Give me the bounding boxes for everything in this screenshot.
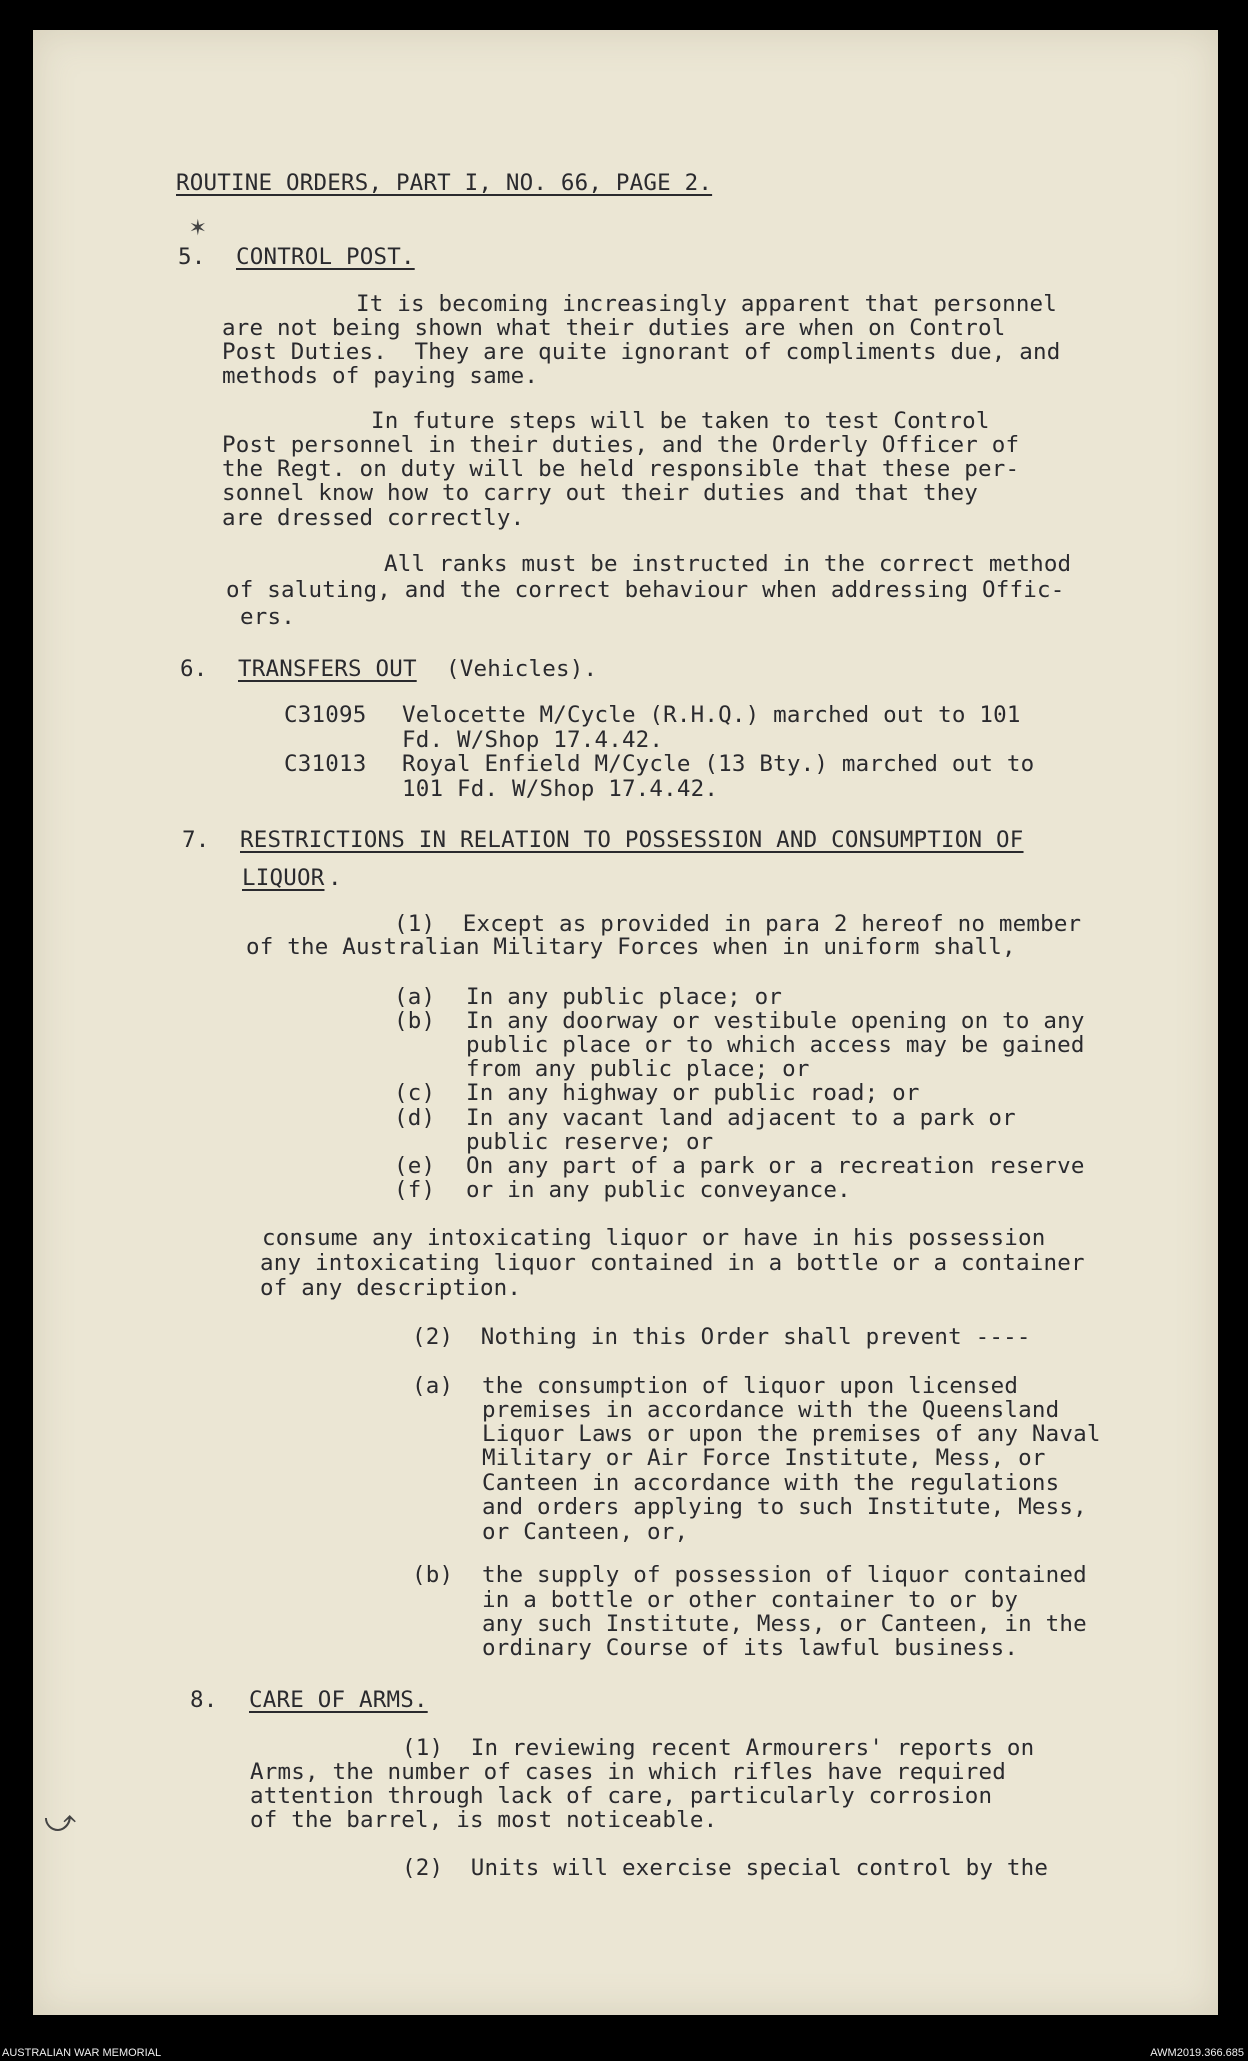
section-6-title: TRANSFERS OUT (238, 656, 417, 682)
sub-b-line: the supply of possession of liquor contained (482, 1562, 1087, 1588)
document-header: ROUTINE ORDERS, PART I, NO. 66, PAGE 2. (176, 170, 713, 196)
s7-p2-line: consume any intoxicating liquor or have in his possession (262, 1225, 1046, 1251)
s5-p1-line: It is becoming increasingly apparent that personnel (356, 291, 1058, 317)
s5-p2-line: sonnel know how to carry out their duties and that they (222, 480, 979, 506)
vehicle-entry-line: 101 Fd. W/Shop 17.4.42. (402, 776, 719, 802)
vehicle-code: C31095 (284, 702, 367, 728)
s8-p2: (2) Units will exercise special control by the (402, 1855, 1049, 1881)
s5-p3-line: ers. (240, 604, 295, 630)
list-item-line: In any public place; or (466, 984, 783, 1010)
section-6-number: 6. (180, 656, 208, 682)
section-7-title-end: . (328, 865, 342, 891)
list-item-line: In any vacant land adjacent to a park or (466, 1105, 1016, 1131)
list-item-line: from any public place; or (466, 1056, 810, 1082)
section-6-title-suffix: (Vehicles). (446, 656, 598, 682)
sub-a-line: or Canteen, or, (482, 1519, 689, 1545)
s5-p2-line: Post personnel in their duties, and the Orderly Officer of (222, 432, 1020, 458)
sub-a-line: and orders applying to such Institute, Mess, (482, 1494, 1087, 1520)
s5-p2-line: In future steps will be taken to test Control (371, 408, 990, 434)
section-5-number: 5. (178, 244, 206, 270)
list-item-line: or in any public conveyance. (466, 1177, 851, 1203)
list-label: (f) (394, 1177, 436, 1203)
vehicle-entry-line: Royal Enfield M/Cycle (13 Bty.) marched out to (402, 751, 1035, 777)
footer-credit: AUSTRALIAN WAR MEMORIAL (2, 2047, 162, 2059)
s7-p1-line: of the Australian Military Forces when in uniform shall, (246, 934, 1016, 960)
sub-a-line: premises in accordance with the Queensland (482, 1397, 1060, 1423)
vehicle-code: C31013 (284, 751, 367, 777)
list-label: (e) (394, 1153, 436, 1179)
s7-p3: (2) Nothing in this Order shall prevent ---- (412, 1324, 1031, 1350)
s5-p2-line: are dressed correctly. (222, 505, 525, 531)
s5-p1-line: methods of paying same. (222, 363, 539, 389)
sub-a-line: Canteen in accordance with the regulations (482, 1470, 1060, 1496)
list-item-line: In any doorway or vestibule opening on to any (466, 1008, 1085, 1034)
s5-p3-line: of saluting, and the correct behaviour when addressing Offic- (226, 577, 1065, 603)
s7-p2-line: of any description. (260, 1275, 522, 1301)
s8-p1-line: of the barrel, is most noticeable. (250, 1807, 718, 1833)
s8-p1-line: (1) In reviewing recent Armourers' reports on (402, 1735, 1035, 1761)
list-item-line: In any highway or public road; or (466, 1080, 920, 1106)
list-item-line: public reserve; or (466, 1129, 714, 1155)
list-item-line: public place or to which access may be gained (466, 1032, 1085, 1058)
s5-p2-line: the Regt. on duty will be held responsible that these per- (222, 456, 1020, 482)
ink-mark: ✶ (190, 212, 206, 242)
sub-b-line: in a bottle or other container to or by (482, 1587, 1019, 1613)
s8-p1-line: attention through lack of care, particularly corrosion (250, 1783, 993, 1809)
s7-p1-line: (1) Except as provided in para 2 hereof no member (394, 911, 1082, 937)
list-label: (b) (394, 1008, 436, 1034)
s5-p1-line: are not being shown what their duties are when on Control (222, 315, 1006, 341)
section-7-title-line: LIQUOR (242, 865, 325, 891)
list-label: (a) (394, 984, 436, 1010)
sub-b-line: any such Institute, Mess, or Canteen, in the (482, 1611, 1087, 1637)
section-7-title-line: RESTRICTIONS IN RELATION TO POSSESSION AND CONSUMPTION OF (240, 827, 1024, 853)
list-label: (c) (394, 1080, 436, 1106)
vehicle-entry-line: Velocette M/Cycle (R.H.Q.) marched out to 101 (402, 702, 1021, 728)
section-8-number: 8. (190, 1687, 218, 1713)
sub-b-line: ordinary Course of its lawful business. (482, 1635, 1019, 1661)
vehicle-entry-line: Fd. W/Shop 17.4.42. (402, 727, 664, 753)
sub-label: (a) (412, 1373, 454, 1399)
section-5-title: CONTROL POST. (236, 244, 415, 270)
section-7-number: 7. (182, 827, 210, 853)
sub-label: (b) (412, 1562, 454, 1588)
s5-p3-line: All ranks must be instructed in the correct method (384, 551, 1072, 577)
s8-p1-line: Arms, the number of cases in which rifles have required (250, 1759, 1007, 1785)
sub-a-line: the consumption of liquor upon licensed (482, 1373, 1019, 1399)
list-item-line: On any part of a park or a recreation reserve (466, 1153, 1085, 1179)
list-label: (d) (394, 1105, 436, 1131)
sub-a-line: Military or Air Force Institute, Mess, or (482, 1445, 1046, 1471)
ink-mark: ⤻ (44, 1804, 77, 1839)
s7-p2-line: any intoxicating liquor contained in a bottle or a container (260, 1250, 1085, 1276)
sub-a-line: Liquor Laws or upon the premises of any Naval (482, 1421, 1101, 1447)
section-8-title: CARE OF ARMS. (249, 1687, 428, 1713)
footer-accession: AWM2019.366.685 (1150, 2047, 1244, 2059)
s5-p1-line: Post Duties. They are quite ignorant of compliments due, and (222, 339, 1061, 365)
